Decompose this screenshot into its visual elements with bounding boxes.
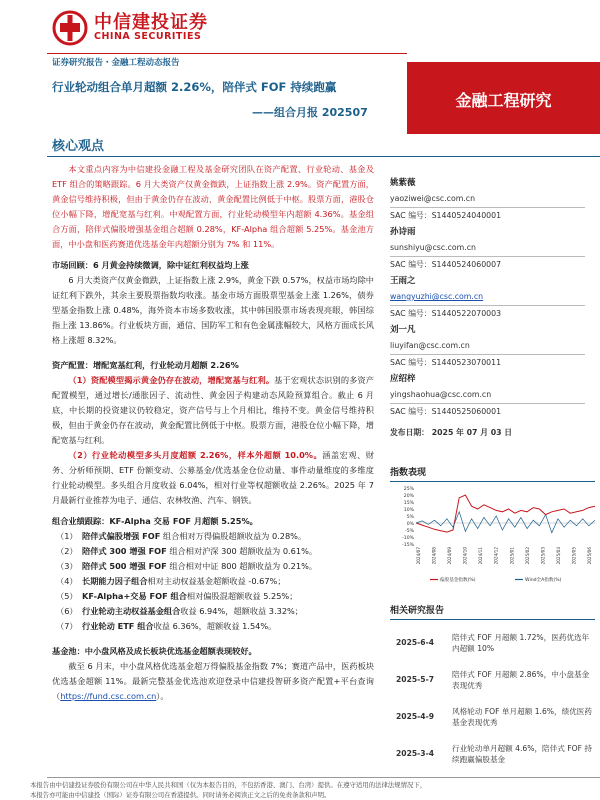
performance-heading: 组合业绩跟踪：KF-Alpha 交易 FOF 月超额 5.25%。	[52, 516, 258, 526]
list-item-number: （7）	[56, 621, 78, 631]
x-tick-label: 2025/03	[540, 547, 546, 565]
disclaimer	[30, 780, 595, 800]
list-item	[52, 604, 374, 619]
disclaimer-line: 本报告亦可能由中信建投（国际）证券有限公司在香港提供。同时请务必阅读正文之后的免责条款和声明。	[30, 791, 331, 799]
footer-divider	[47, 777, 600, 778]
related-report-title: 陪伴式 FOF 月超额 1.72%，医药优选年内超额 10%	[452, 632, 590, 653]
report-series: 证券研究报告・金融工程动态报告	[52, 58, 180, 68]
list-item-lead: 陪伴式偏股增强 FOF	[82, 531, 161, 541]
related-report-date: 2025-6-4	[396, 638, 435, 647]
related-report-item[interactable]	[392, 698, 595, 735]
x-tick-label: 2025/05	[571, 547, 577, 565]
category-banner-label: 金融工程研究	[455, 91, 552, 110]
y-tick-label: -5%	[405, 529, 414, 534]
fund-pool-heading: 基金池：中小盘风格及成长板块优选基金超额表现较好。	[52, 646, 257, 656]
logo-mark-icon	[52, 10, 88, 46]
list-item-body: 相对主动权益基金超额收益 -0.67%；	[147, 576, 286, 586]
related-report-item[interactable]	[392, 624, 595, 661]
category-banner	[407, 62, 600, 134]
market-heading: 市场回顾：6 月黄金持续微调，除中证红利权益均上涨	[52, 260, 249, 270]
list-item	[52, 544, 374, 559]
y-tick-label: 25%	[403, 487, 414, 492]
analyst-name: 姚紫薇	[390, 178, 416, 188]
list-item	[52, 589, 374, 604]
analyst-card	[390, 224, 595, 273]
list-item-number: （3）	[56, 561, 78, 571]
list-item	[52, 619, 374, 634]
logo-name-en: CHINA SECURITIES	[94, 31, 202, 42]
y-tick-label: 20%	[403, 494, 414, 499]
fund-platform-link[interactable]: https://fund.csc.com.cn	[60, 691, 157, 701]
list-item-body: 收益 6.36%，超额收益 1.54%。	[153, 621, 277, 631]
related-report-item[interactable]	[392, 661, 595, 698]
list-item	[52, 529, 374, 544]
x-tick-label: 2024/08	[431, 547, 437, 565]
allocation-body-2: 涵盖宏观、财务、分析师预期、ETF 份额变动、公募基金/优选基金仓位动量、事件动量维度的多维度行业轮动模型。多头组合月度收益 6.04%，相对行业等权超额收益 2.26%。2025 年 7 月最新行业推荐为电子、通信、农林牧渔、汽车、钢铁。	[52, 450, 374, 505]
market-paragraph: 6 月大类资产仅黄金微跌，上证指数上涨 2.9%，黄金下跌 0.57%，权益市场均除中证红利下跌外，其余主要股票指数均收涨。基金市场方面股票型基金上涨 1.26%，债券型基金指数上涨 0.48%，海外资本市场多数收涨，其中韩国股票市场表现亮眼，韩国综指上涨 13.86%。行业板块方面，通信、国防军工和有色金属涨幅较大，风格方面成长风格上涨超 8.32%。	[52, 275, 374, 345]
allocation-body-1: 基于宏观状态识别的多资产配置模型，通过增长/通胀因子、流动性、黄金因子构建动态风险预算组合。截止 6 月底，中长期的投资建议仍较稳定，资产信号与上个月相比，维持不变。黄金信号维持积极，但由于黄金仍存在波动，黄金配置比例低于中枢。股票方面，港股仓位小幅下降，增配宽基与红利。	[52, 375, 374, 445]
list-item-lead: 陪伴式 300 增强 FOF	[82, 546, 167, 556]
x-tick-label: 2025/01	[509, 547, 515, 565]
analyst-email[interactable]: liuyifan@csc.com.cn	[390, 341, 470, 350]
analyst-sac-number: SAC 编号：S1440522070003	[390, 309, 502, 318]
allocation-paragraph-2	[52, 448, 374, 508]
summary-column	[52, 162, 374, 774]
series-line-1	[416, 495, 595, 532]
list-item-body: 组合相对沪深 300 超额收益为 0.61%。	[166, 546, 318, 556]
series-line-2	[416, 512, 595, 533]
analyst-panel	[390, 175, 595, 442]
x-tick-label: 2025/04	[555, 547, 561, 565]
list-item-body: 组合相对万得偏股超额收益为 0.28%。	[160, 531, 307, 541]
related-report-title: 风格轮动 FOF 单月超额 1.6%，绩优医药基金表现优秀	[452, 706, 592, 727]
list-item-lead: 长期能力因子组合	[82, 576, 148, 586]
x-tick-label: 2025/02	[524, 547, 530, 565]
section-divider	[47, 156, 600, 157]
legend-label: 偏股基金指数(%)	[440, 578, 476, 583]
allocation-lead-2: （2）行业轮动模型多头月度超额 2.26%，样本外超额 10.0%。	[68, 450, 323, 460]
list-item	[52, 559, 374, 574]
analyst-name: 刘一凡	[390, 325, 416, 335]
analyst-card	[390, 322, 595, 371]
list-item-lead: KF-Alpha+交易 FOF 组合	[82, 591, 187, 601]
related-report-item[interactable]	[392, 735, 595, 772]
list-item-number: （2）	[56, 546, 78, 556]
analyst-name: 应绍梓	[390, 374, 416, 384]
list-item-number: （5）	[56, 591, 78, 601]
index-performance-chart	[390, 484, 600, 586]
analyst-email[interactable]: yingshaohua@csc.com.cn	[390, 390, 492, 399]
x-tick-label: 2024/12	[493, 547, 499, 565]
related-report-date: 2025-4-9	[396, 712, 435, 721]
allocation-lead-1: （1）资配模型揭示黄金仍存在波动，增配宽基与红利。	[68, 375, 275, 385]
related-reports-title: 相关研究报告	[390, 606, 445, 616]
analyst-card	[390, 371, 595, 420]
performance-list	[52, 529, 374, 634]
analyst-email[interactable]: wangyuzhi@csc.com.cn	[390, 292, 484, 301]
y-tick-label: 15%	[403, 501, 414, 506]
y-tick-label: 10%	[403, 508, 414, 513]
company-logo	[52, 6, 222, 48]
list-item-number: （4）	[56, 576, 78, 586]
fund-pool-paragraph	[52, 659, 374, 704]
fund-pool-body: 截至 6 月末，中小盘风格优选基金超万得偏股基金指数 7%；赛道产品中，医药板块优选基金超额 11%。最新完整基金优选池欢迎登录中信建投智研多资产配置+平台查询（	[52, 661, 374, 701]
related-report-date: 2025-5-7	[396, 675, 435, 684]
x-tick-label: 2024/10	[462, 547, 468, 565]
report-subtitle: ——组合月报 202507	[252, 106, 368, 119]
list-item-body: 相对偏股混超额收益 5.25%；	[186, 591, 298, 601]
list-item-body: 收益 6.94%，超额收益 3.32%；	[180, 606, 303, 616]
logo-name-cn: 中信建投证券	[94, 12, 208, 33]
y-tick-label: -10%	[402, 536, 414, 541]
legend-label: Wind全A指数(%)	[525, 578, 562, 583]
list-item	[52, 574, 374, 589]
analyst-sac-number: SAC 编号：S1440523070011	[390, 358, 502, 367]
related-reports-divider	[390, 619, 595, 620]
analyst-sac-number: SAC 编号：S1440525060001	[390, 407, 502, 416]
analyst-card	[390, 175, 595, 224]
intro-paragraph: 本文重点内容为中信建投金融工程及基金研究团队在资产配置、行业轮动、基金及 ETF 组合的策略跟踪。6 月大类资产仅黄金微跌，上证指数上涨 2.9%。资产配置方面，黄金信号维持积极，但由于黄金仍存在波动，黄金配置比例低于中枢。股票方面，港股仓位小幅下降，增配宽基与红利。中观配置方面，行业轮动模型年内超额 4.36%。基金组合方面，陪伴式偏股增强基金组合超额 0.28%，KF-Alpha 组合超额 5.25%。基金池方面，中小盘和医药赛道优选基金年内超额分别为 7% 和 11%。	[52, 164, 374, 249]
analyst-email[interactable]: yaoziwei@csc.com.cn	[390, 194, 476, 203]
related-report-title: 陪伴式 FOF 月超额 2.86%，中小盘基金表现优秀	[452, 669, 590, 690]
x-tick-label: 2024/09	[447, 547, 453, 565]
allocation-heading: 资产配置：增配宽基红利，行业轮动月超额 2.26%	[52, 360, 239, 370]
fund-pool-body-end: ）。	[156, 691, 169, 701]
related-reports-list	[392, 624, 595, 772]
index-chart-divider	[390, 481, 595, 482]
list-item-lead: 陪伴式 500 增强 FOF	[82, 561, 167, 571]
disclaimer-line: 本报告由中信建投证券股份有限公司在中华人民共和国（仅为本报告目的，不包括香港、澳门、台湾）提供。在遵守适用的法律法规情况下，	[30, 781, 427, 789]
analyst-name: 孙诗雨	[390, 227, 416, 237]
list-item-lead: 行业轮动主动权益基金组合	[82, 606, 181, 616]
x-tick-label: 2024/07	[416, 547, 421, 565]
y-tick-label: 5%	[406, 515, 414, 520]
header-divider	[47, 53, 407, 54]
x-tick-label: 2024/11	[478, 547, 484, 565]
analyst-email[interactable]: sunshiyu@csc.com.cn	[390, 243, 476, 252]
list-item-lead: 行业轮动 ETF 组合	[82, 621, 154, 631]
allocation-paragraph-1	[52, 373, 374, 448]
index-chart-title: 指数表现	[390, 468, 427, 478]
related-report-title: 行业轮动单月超额 4.6%，陪伴式 FOF 持续跑赢偏股基金	[452, 743, 592, 764]
list-item-number: （6）	[56, 606, 78, 616]
analyst-card	[390, 273, 595, 322]
publish-date: 发布日期： 2025 年 07 月 03 日	[390, 428, 513, 437]
y-tick-label: 0%	[406, 522, 414, 527]
section-title: 核心观点	[52, 139, 105, 154]
related-report-date: 2025-3-4	[396, 749, 435, 758]
y-tick-label: -15%	[402, 543, 414, 548]
analyst-sac-number: SAC 编号：S1440524060007	[390, 260, 502, 269]
analyst-sac-number: SAC 编号：S1440524040001	[390, 211, 502, 220]
report-title: 行业轮动组合单月超额 2.26%，陪伴式 FOF 持续跑赢	[52, 80, 337, 94]
list-item-number: （1）	[56, 531, 78, 541]
analyst-name: 王雨之	[390, 276, 416, 286]
list-item-body: 组合相对中证 800 超额收益为 0.21%。	[166, 561, 318, 571]
x-tick-label: 2025/06	[587, 547, 592, 565]
